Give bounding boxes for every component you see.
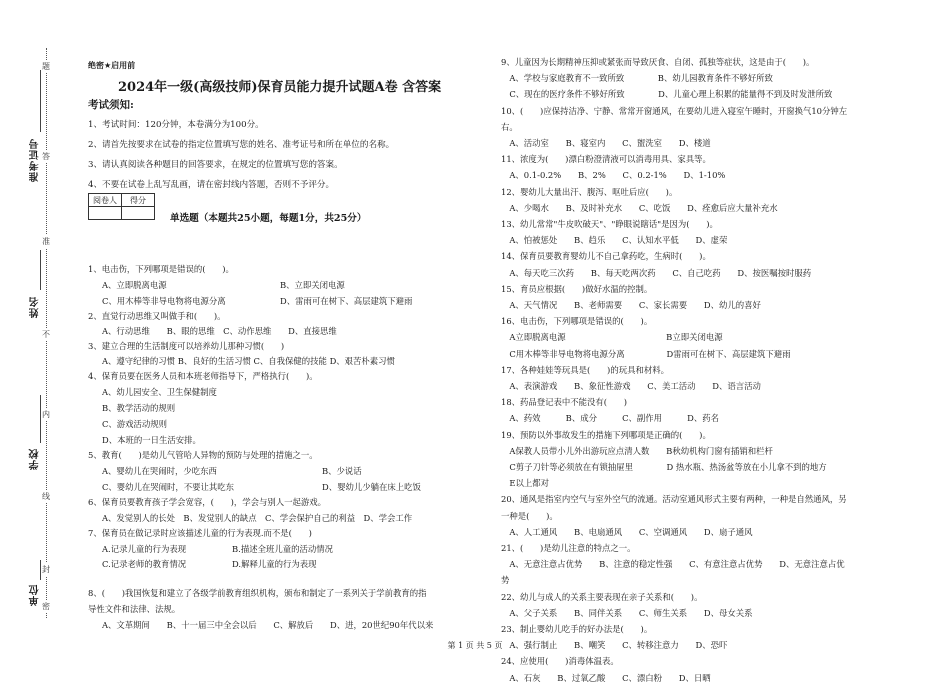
question-text: 17、各种娃娃等玩具是( )的玩具和材料。 [501, 364, 669, 375]
question-text: 1、电击伤，下列哪项是错误的( )。 [88, 264, 234, 274]
option-text: A、每天吃三次药 B、每天吃两次药 C、自己吃药 D、按医嘱按时服药 [501, 267, 812, 278]
option-text: C、现在的医疗条件不够好所致 D、儿童心理上积累的能量得不到及时发泄所致 [501, 89, 833, 100]
option-text: A、石灰 B、过氧乙酸 C、漂白粉 D、日晒 [501, 672, 711, 683]
notice-item: 4、不要在试卷上乱写乱画，请在密封线内答题，否则不予评分。 [88, 180, 335, 190]
question-text: 10、( )应保持洁净、宁静、常常开窗通风，在要幼儿进入寝室午睡时，开窗换气10分钟左 [501, 105, 848, 116]
seal-mark: 准 [42, 237, 50, 246]
notice-heading: 考试须知: [88, 99, 134, 111]
option-text: A、少喝水 B、及时补充水 C、吃饭 D、痊愈后应大量补充水 [501, 202, 778, 213]
name-label: 姓名 [30, 296, 41, 318]
question-text: 13、幼儿常常"牛皮吹破天"、"睁眼说瞎话"是因为( )。 [501, 219, 718, 229]
question-text: 8、( )我国恢复和建立了各级学前教育组织机构，颁布和制定了一系列关于学前教育的指 [88, 588, 427, 598]
option-text: A、行动思维 B、眼的思维 C、动作思维 D、直接思维 [102, 326, 337, 336]
question-text: 3、建立合理的生活制度可以培养幼儿那种习惯( ) [88, 341, 285, 351]
question-text: 11、浓度为( )漂白粉澄清液可以消毒用具、家具等。 [501, 154, 711, 165]
school-fill-line[interactable] [40, 395, 42, 443]
option-text: A、药效 B、成分 C、副作用 D、药名 [501, 413, 719, 424]
name-fill-line[interactable] [40, 250, 42, 290]
question-text: 22、幼儿与成人的关系主要表现在亲子关系和( )。 [501, 591, 703, 602]
option-text: A、婴幼儿在哭闹时，少吃东西 [102, 466, 217, 476]
option-text: 一种是( )。 [501, 510, 558, 521]
option-text: A、学校与家庭教育不一致所致 B、幼儿园教育条件不够好所致 [501, 73, 773, 84]
question-text: 2、直觉行动思维又叫做手和( )。 [88, 311, 226, 321]
question-text-cont: 导性文件和法律、法规。 [88, 604, 181, 614]
option-text: A保教人员带小儿外出游玩应点清人数 B秋幼机构门窗有插销和栏杆 [501, 445, 773, 456]
score-table [88, 193, 155, 220]
option-text: A、怕被惩处 B、趋乐 C、认知水平低 D、虚荣 [501, 235, 728, 246]
option-text: C、用木棒等非导电物将电源分离 [102, 296, 226, 306]
score-input-cell[interactable] [122, 207, 155, 220]
exam-number-label: 准考证号 [30, 138, 41, 182]
option-text: A、天气情况 B、老师需要 C、家长需要 D、幼儿的喜好 [501, 300, 761, 310]
option-text: A、立即脱离电源 [102, 280, 167, 290]
question-text: 4、保育员要在医务人员和本班老师指导下，严格执行( )。 [88, 371, 318, 381]
option-text: A、0.1-0.2% B、2% C、0.2-1% D、1-10% [501, 170, 726, 181]
question-text: 18、药品登记表中不能没有( ) [501, 397, 628, 408]
question-text: 21、( )是幼儿注意的特点之一。 [501, 543, 636, 553]
unit-fill-line[interactable] [40, 560, 42, 580]
question-text: 19、预防以外事故发生的措施下列哪项是正确的( )。 [501, 429, 711, 440]
seal-mark: 密 [42, 602, 50, 611]
option-text: A、父子关系 B、同伴关系 C、师生关系 D、母女关系 [501, 607, 753, 618]
option-text: D、雷雨可在树下、高层建筑下避雨 [280, 296, 413, 306]
section-heading: 单选题（本题共25小题，每题1分，共25分） [170, 213, 367, 224]
seal-mark: 题 [42, 62, 50, 71]
page-footer: 第 1 页 共 5 页 [447, 641, 503, 650]
option-text: E以上都对 [501, 478, 549, 489]
seal-mark: 答 [42, 152, 50, 161]
option-text: A、人工通风 B、电扇通风 C、空调通风 D、扇子通风 [501, 526, 753, 537]
unit-label: 单位 [30, 584, 41, 606]
option-text: B、立即关闭电源 [280, 280, 345, 290]
question-text: 24、应使用( )消毒体温表。 [501, 656, 619, 667]
question-text: 6、保育员要教育孩子学会宽容，( )，学会与别人一起游戏。 [88, 497, 326, 507]
question-text: 20、通风是指室内空气与室外空气的流通。活动室通风形式主要有两种，一种是自然通风，另 [501, 494, 847, 505]
page-title: 2024年一级(高级技师)保育员能力提升试题A卷 含答案 [118, 80, 442, 95]
seal-mark: 不 [42, 330, 50, 339]
option-text: C用木棒等非导电物将电源分离 D雷雨可在树下、高层建筑下避雨 [501, 348, 791, 359]
question-text: 23、制止婴幼儿吃手的好办法是( )。 [501, 624, 653, 634]
question-text: 14、保育员要教育婴幼儿不自己拿药吃，生病时( )。 [501, 251, 711, 262]
option-text: A、无意注意占优势 B、注意的稳定性强 C、有意注意占优势 D、无意注意占优 [501, 559, 845, 570]
notice-item: 1、考试时间：120分钟，本卷满分为100分。 [88, 120, 264, 130]
seal-mark: 内 [42, 410, 50, 419]
question-text: 9、儿童因为长期精神压抑或紧张而导致厌食、自闭、孤独等症状，这是由于( )。 [501, 57, 815, 67]
option-text: A立即脱离电源 B立即关闭电源 [501, 332, 723, 343]
seal-mark: 线 [42, 492, 50, 501]
option-text: A、强行制止 B、嘲笑 C、转移注意力 D、恐吓 [501, 640, 728, 651]
question-text: 12、婴幼儿大量出汗、腹泻、呕吐后应( )。 [501, 186, 678, 197]
option-text: B.描述全班儿童的活动情况 [232, 544, 333, 554]
notice-item: 2、请首先按要求在试卷的指定位置填写您的姓名、准考证号和所在单位的名称。 [88, 140, 395, 150]
score-cell: 得分 [122, 194, 155, 207]
option-text: A、表演游戏 B、象征性游戏 C、美工活动 D、语言活动 [501, 381, 761, 391]
school-label: 学校 [30, 448, 41, 470]
secret-label: 绝密★启用前 [88, 61, 136, 70]
option-text: C.记录老师的教育情况 [102, 559, 187, 569]
option-text: A、文革期间 B、十一届三中全会以后 C、解放后 D、进，20世纪90年代以来 [102, 620, 434, 630]
option-text: D.解释儿童的行为表现 [232, 559, 317, 569]
option-text: C剪子刀针等必须放在有锁抽屉里 D 热水瓶、热汤盆等放在小儿拿不到的地方 [501, 462, 827, 472]
option-text: D、本班的一日生活安排。 [102, 435, 201, 445]
option-text: A、遵守纪律的习惯 B、良好的生活习惯 C、自我保健的技能 D、艰苦朴素习惯 [102, 356, 395, 366]
grader-input-cell[interactable] [89, 207, 122, 220]
grader-cell: 阅卷人 [89, 194, 122, 207]
question-text: 16、电击伤，下列哪项是错误的( )。 [501, 316, 653, 327]
option-text: 右。 [501, 121, 518, 132]
option-text: 势 [501, 575, 510, 586]
option-text: B、少说话 [322, 466, 362, 476]
option-text: A、活动室 B、寝室内 C、盥洗室 D、楼道 [501, 138, 711, 148]
option-text: A、发觉别人的长处 B、发觉别人的缺点 C、学会保护自己的利益 D、学会工作 [102, 513, 413, 523]
notice-item: 3、请认真阅读各种题目的回答要求，在规定的位置填写您的答案。 [88, 160, 343, 170]
option-text: D、婴幼儿少躺在床上吃饭 [322, 482, 421, 492]
option-text: C、游戏活动规则 [102, 419, 168, 429]
question-text: 7、保育员在做记录时应该描述儿童的行为表现.而不是( ) [88, 528, 312, 538]
seal-mark: 封 [42, 565, 50, 574]
option-text: A.记录儿童的行为表现 [102, 544, 187, 554]
option-text: C、婴幼儿在哭闹时，不要让其吃东 [102, 482, 235, 492]
option-text: A、幼儿园安全、卫生保健制度 [102, 387, 217, 397]
exam-number-fill-line[interactable] [40, 70, 42, 132]
option-text: B、教学活动的规则 [102, 403, 176, 413]
question-text: 15、育员应根据( )做好水温的控制。 [501, 283, 653, 294]
question-text: 5、教育( )是幼儿气管哈人异物的预防与处理的措施之一。 [88, 450, 318, 460]
